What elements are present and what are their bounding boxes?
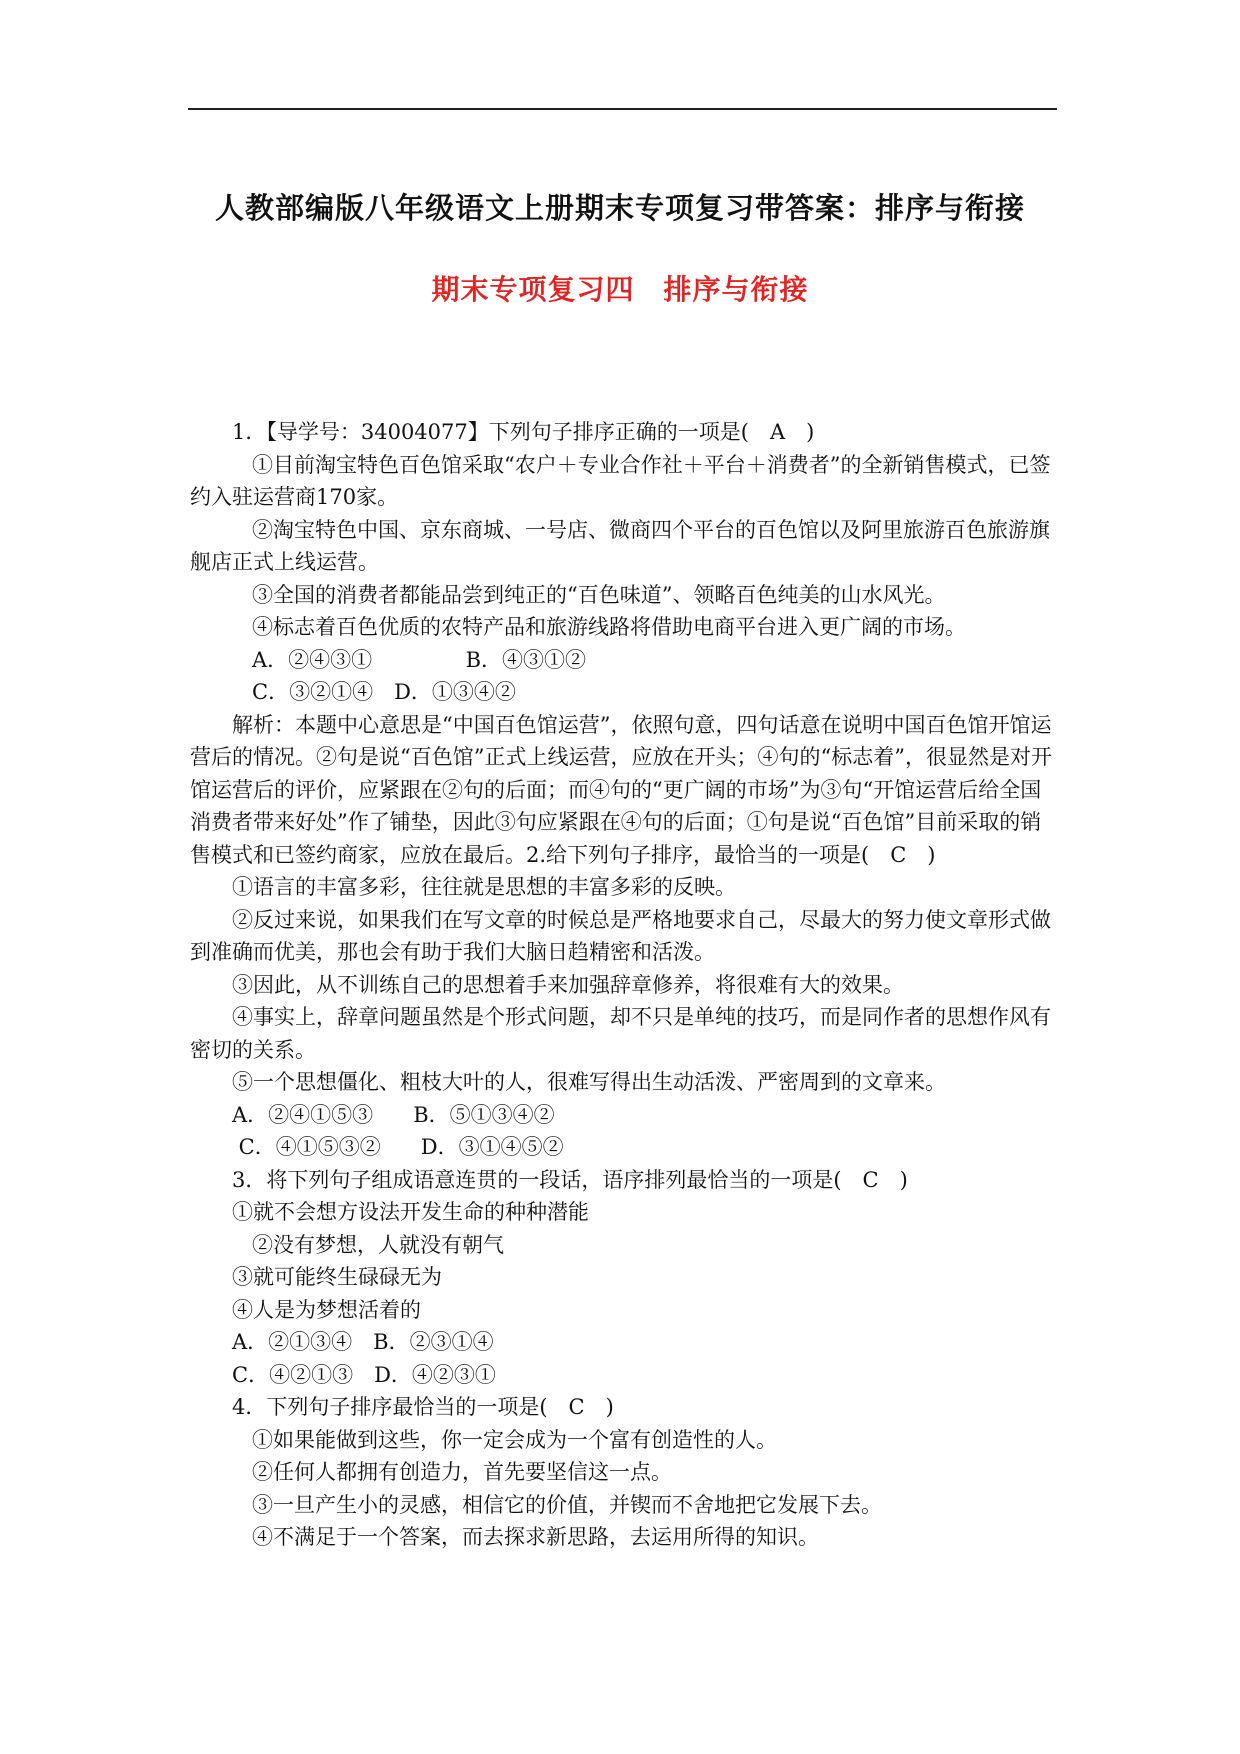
question-1-sentence-4: ④标志着百色优质的农特产品和旅游线路将借助电商平台进入更广阔的市场。 bbox=[252, 615, 966, 639]
question-2-sentence-4: ④事实上，辞章问题虽然是个形式问题，却不只是单纯的技巧，而是同作者的思想作风有密切的关系。 bbox=[190, 1005, 1051, 1062]
question-3-sentence-4: ④人是为梦想活着的 bbox=[232, 1297, 421, 1322]
section-subtitle: 期末专项复习四 排序与衔接 bbox=[431, 273, 809, 306]
question-1-analysis: 解析：本题中心意思是“中国百色馆运营”，依照句意，四句话意在说明中国百色馆开馆运营后的情况。②句是说“百色馆”正式上线运营，应放在开头；④句的“标志着”，很显然是对开馆运营后的评价，应紧跟在②句的后面；而④句的“更广阔的市场”为③句“开馆运营后给全国消费者带来好处”作了铺垫，因此③句应紧跟在④句的后面；①句是说“百色馆”目前采取的销售模式和已签约商家，应放在最后。2.给下列句子排序，最恰当的一项是( C ) bbox=[190, 712, 1052, 867]
question-1-options-ab: A．②④③① B．④③①② bbox=[252, 647, 587, 672]
question-3-stem: 3．将下列句子组成语意连贯的一段话，语序排列最恰当的一项是( C ) bbox=[232, 1167, 908, 1192]
question-1-stem: 1．【导学号：34004077】下列句子排序正确的一项是( A ) bbox=[232, 420, 815, 444]
question-1-sentence-2: ②淘宝特色中国、京东商城、一号店、微商四个平台的百色馆以及阿里旅游百色旅游旗舰店正式上线运营。 bbox=[190, 517, 1050, 574]
question-3-options-cd: C．④②①③ D．④②③① bbox=[232, 1362, 496, 1387]
question-4-stem: 4．下列句子排序最恰当的一项是( C ) bbox=[232, 1395, 614, 1419]
document-body bbox=[190, 416, 1058, 1554]
question-2-sentence-2: ②反过来说，如果我们在写文章的时候总是严格地要求自己，尽最大的努力使文章形式做到准确而优美，那也会有助于我们大脑日趋精密和活泼。 bbox=[190, 907, 1051, 964]
question-1-options-cd: C．③②①④ D．①③④② bbox=[252, 680, 516, 704]
question-2-options-cd: C．④①⑤③② D．③①④⑤② bbox=[232, 1135, 564, 1159]
question-3-sentence-3: ③就可能终生碌碌无为 bbox=[232, 1265, 442, 1289]
question-4-sentence-3: ③一旦产生小的灵感，相信它的价值，并锲而不舍地把它发展下去。 bbox=[252, 1492, 882, 1517]
question-4-sentence-2: ②任何人都拥有创造力，首先要坚信这一点。 bbox=[252, 1460, 672, 1484]
question-2-sentence-3: ③因此，从不训练自己的思想着手来加强辞章修养，将很难有大的效果。 bbox=[232, 972, 904, 997]
question-2-options-ab: A．②④①⑤③ B．⑤①③④② bbox=[232, 1102, 555, 1127]
question-3-sentence-1: ①就不会想方设法开发生命的种种潜能 bbox=[232, 1200, 589, 1224]
question-3-options-ab: A．②①③④ B．②③①④ bbox=[232, 1330, 494, 1354]
question-4-sentence-1: ①如果能做到这些，你一定会成为一个富有创造性的人。 bbox=[252, 1427, 777, 1452]
document-title: 人教部编版八年级语文上册期末专项复习带答案：排序与衔接 bbox=[214, 191, 1025, 225]
question-1-sentence-1: ①目前淘宝特色百色馆采取“农户＋专业合作社＋平台＋消费者”的全新销售模式，已签约入驻运营商170家。 bbox=[190, 452, 1051, 509]
question-1-sentence-3: ③全国的消费者都能品尝到纯正的“百色味道”、领略百色纯美的山水风光。 bbox=[252, 582, 946, 607]
question-4-sentence-4: ④不满足于一个答案，而去探求新思路，去运用所得的知识。 bbox=[252, 1525, 819, 1549]
header-rule bbox=[188, 108, 1057, 110]
question-2-sentence-5: ⑤一个思想僵化、粗枝大叶的人，很难写得出生动活泼、严密周到的文章来。 bbox=[232, 1070, 946, 1094]
question-2-sentence-1: ①语言的丰富多彩，往往就是思想的丰富多彩的反映。 bbox=[232, 875, 736, 899]
question-3-sentence-2: ②没有梦想，人就没有朝气 bbox=[252, 1232, 504, 1257]
